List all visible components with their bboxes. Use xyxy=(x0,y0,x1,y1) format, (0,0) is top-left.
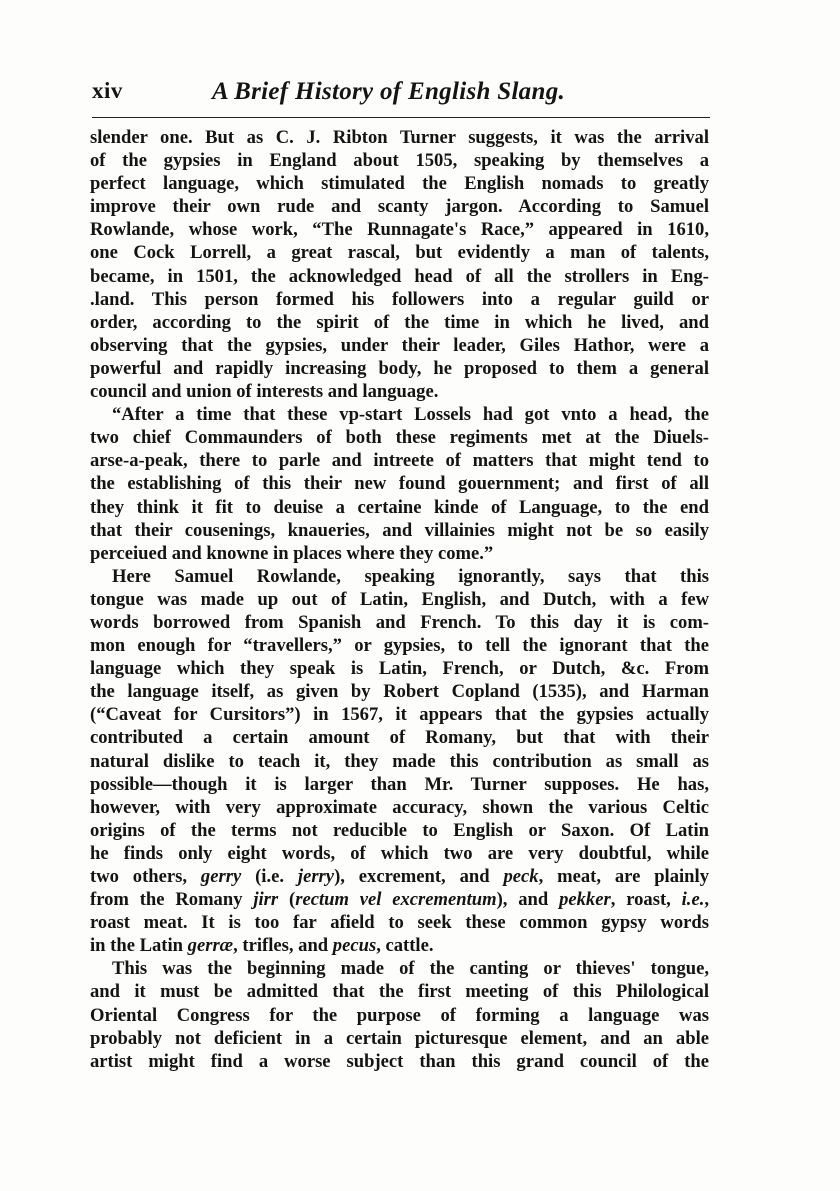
text-line: observing that the gypsies, under their leader, Giles Hathor, were a xyxy=(90,334,709,356)
text-line: the establishing of this their new found gouernment; and first of all xyxy=(90,473,709,495)
italic-term: i.e. xyxy=(681,889,705,911)
text-line: mon enough for “travellers,” or gypsies, to tell the ignorant that the xyxy=(90,635,709,657)
text-line: the language itself, as given by Robert Copland (1535), and Harman xyxy=(90,681,709,703)
text-line: This was the beginning made of the canting or thieves' tongue, xyxy=(112,958,709,980)
text-line: improve their own rude and scanty jargon. According to Samuel xyxy=(90,196,709,218)
text-line: Oriental Congress for the purpose of forming a language was xyxy=(90,1004,709,1026)
text-run: , trifles, and xyxy=(233,935,329,957)
text-line: origins of the terms not reducible to English or Saxon. Of Latin xyxy=(90,819,709,841)
text-line: Here Samuel Rowlande, speaking ignorantly, says that this xyxy=(112,565,709,587)
text-line: however, with very approximate accuracy, shown the various Celtic xyxy=(90,796,709,818)
text-line: one Cock Lorrell, a great rascal, but evidently a man of talents, xyxy=(90,242,709,264)
text-line: Rowlande, whose work, “The Runnagate's Race,” appeared in 1610, xyxy=(90,219,709,241)
text-run: from the Romany xyxy=(90,889,243,911)
italic-term: rectum vel excrementum xyxy=(295,889,497,911)
text-line: of the gypsies in England about 1505, speaking by themselves a xyxy=(90,150,709,172)
italic-term: gerræ xyxy=(187,935,234,957)
running-title: A Brief History of English Slang. xyxy=(212,78,566,105)
text-line: two chief Commaunders of both these regiments met at the Diuels- xyxy=(90,427,709,449)
text-line: perfect language, which stimulated the English nomads to greatly xyxy=(90,173,709,195)
italic-term: jirr xyxy=(253,889,279,911)
italic-term: pecus xyxy=(332,935,377,957)
text-run: (i.e. xyxy=(255,866,285,887)
text-line xyxy=(90,865,709,888)
text-line: council and union of interests and language. xyxy=(90,381,439,403)
text-line: language which they speak is Latin, French, or Dutch, &c. From xyxy=(90,658,709,680)
header-rule xyxy=(92,117,710,118)
italic-term: gerry xyxy=(200,866,242,887)
text-run: , meat, are plainly xyxy=(538,866,709,887)
italic-term: peck xyxy=(503,866,539,887)
text-line: contributed a certain amount of Romany, but that with their xyxy=(90,727,709,749)
text-line: .land. This person formed his followers into a regular guild or xyxy=(90,288,709,310)
text-line xyxy=(90,888,709,911)
page-number: xiv xyxy=(92,78,123,103)
page-header xyxy=(92,78,708,112)
text-line: possible—though it is larger than Mr. Turner supposes. He has, xyxy=(90,773,709,795)
text-line xyxy=(90,934,709,957)
text-line: perceiued and knowne in places where they come.” xyxy=(90,542,494,564)
text-run: ( xyxy=(289,889,296,911)
text-run: in the Latin xyxy=(90,935,183,957)
text-line: that their cousenings, knaueries, and villainies might not be so easily xyxy=(90,519,709,541)
italic-term: jerry xyxy=(297,866,335,887)
text-run: ), and xyxy=(496,889,549,911)
text-line: powerful and rapidly increasing body, he proposed to them a general xyxy=(90,357,709,379)
text-line: natural dislike to teach it, they made this contribution as small as xyxy=(90,750,709,772)
text-line: arse-a-peak, there to parle and intreete of matters that might tend to xyxy=(90,450,709,472)
text-line: he finds only eight words, of which two are very doubtful, while xyxy=(90,842,709,864)
text-line: became, in 1501, the acknowledged head of all the strollers in Eng- xyxy=(90,265,709,287)
text-run: , cattle. xyxy=(376,935,434,957)
text-line: roast meat. It is too far afield to seek these common gypsy words xyxy=(90,912,709,934)
text-line: “After a time that these vp-start Lossels had got vnto a head, the xyxy=(112,404,709,426)
text-run: , roast, xyxy=(610,889,671,911)
text-run: , xyxy=(704,889,709,911)
text-line: tongue was made up out of Latin, English, and Dutch, with a few xyxy=(90,588,709,610)
text-line: (“Caveat for Cursitors”) in 1567, it appears that the gypsies actually xyxy=(90,704,709,726)
text-line: order, according to the spirit of the time in which he lived, and xyxy=(90,311,709,333)
text-line: words borrowed from Spanish and French. To this day it is com- xyxy=(90,611,709,633)
text-run: two others, xyxy=(90,866,188,887)
text-line: artist might find a worse subject than this grand council of the xyxy=(90,1050,709,1072)
italic-term: pekker xyxy=(559,889,611,911)
text-line: slender one. But as C. J. Ribton Turner suggests, it was the arrival xyxy=(90,127,709,148)
body-text xyxy=(90,126,709,1073)
text-run: ), excrement, and xyxy=(334,866,490,887)
text-line: probably not deficient in a certain picturesque element, and an able xyxy=(90,1027,709,1049)
text-line: and it must be admitted that the first meeting of this Philological xyxy=(90,981,709,1003)
text-line: they think it fit to deuise a certaine kinde of Language, to the end xyxy=(90,496,709,518)
